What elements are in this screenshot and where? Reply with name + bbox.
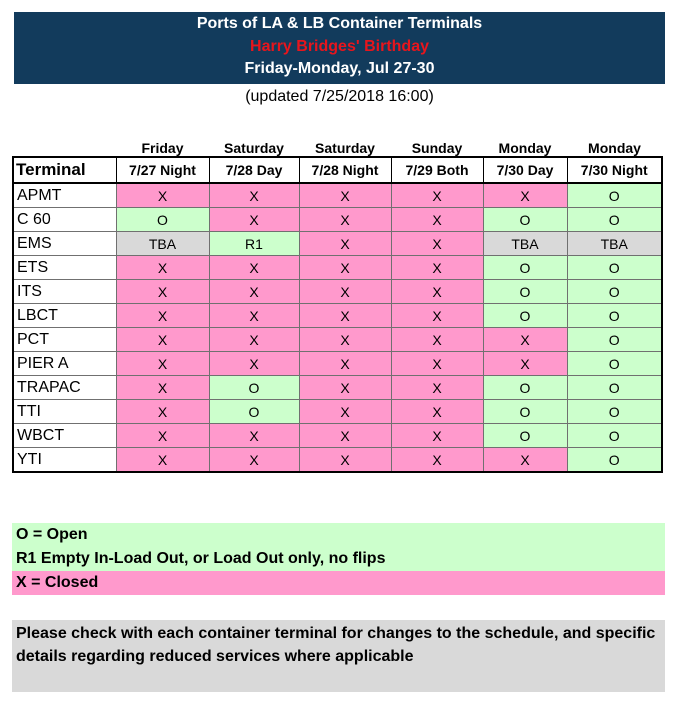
table-row: [13, 208, 662, 232]
table-row: [13, 304, 662, 328]
status-cell: X: [483, 328, 567, 352]
status-cell: X: [116, 183, 209, 208]
terminal-name: TRAPAC: [13, 376, 116, 400]
status-cell: O: [483, 424, 567, 448]
status-cell: X: [391, 376, 483, 400]
status-cell: X: [299, 400, 391, 424]
table-row: [13, 352, 662, 376]
disclaimer-note: Please check with each container terminal for changes to the schedule, and specific details regarding reduced services where applicable: [12, 620, 665, 692]
status-cell: X: [483, 352, 567, 376]
legend-closed-label: X = Closed: [12, 571, 665, 595]
status-cell: O: [567, 328, 662, 352]
shift-header: 7/30 Day: [483, 157, 567, 183]
terminal-name: ETS: [13, 256, 116, 280]
status-cell: O: [483, 376, 567, 400]
status-cell: X: [299, 352, 391, 376]
status-cell: X: [116, 424, 209, 448]
table-row: [13, 328, 662, 352]
status-cell: X: [299, 376, 391, 400]
status-cell: X: [209, 183, 299, 208]
table-row: [13, 232, 662, 256]
status-cell: X: [116, 256, 209, 280]
status-cell: X: [116, 448, 209, 473]
shift-header: 7/30 Night: [567, 157, 662, 183]
terminal-column-header: Terminal: [13, 157, 116, 183]
status-cell: O: [483, 400, 567, 424]
status-cell: O: [567, 352, 662, 376]
day-header: Sunday: [411, 140, 463, 156]
status-cell: X: [299, 304, 391, 328]
status-cell: X: [391, 232, 483, 256]
table-row: [13, 280, 662, 304]
status-cell: O: [567, 280, 662, 304]
day-header-row: [13, 136, 662, 157]
table-row: [13, 256, 662, 280]
legend-r1: [12, 547, 665, 571]
status-cell: X: [116, 352, 209, 376]
table-row: [13, 376, 662, 400]
status-cell: X: [209, 448, 299, 473]
day-header: Saturday: [315, 140, 375, 156]
shift-header: 7/28 Night: [299, 157, 391, 183]
status-cell: O: [209, 376, 299, 400]
status-cell: O: [483, 208, 567, 232]
status-cell: X: [209, 328, 299, 352]
terminal-name: WBCT: [13, 424, 116, 448]
status-cell: O: [567, 256, 662, 280]
status-cell: X: [299, 424, 391, 448]
status-cell: X: [391, 424, 483, 448]
status-cell: X: [299, 183, 391, 208]
shift-header: 7/29 Both: [391, 157, 483, 183]
terminal-name: LBCT: [13, 304, 116, 328]
terminal-name: APMT: [13, 183, 116, 208]
status-cell: X: [391, 304, 483, 328]
terminal-name: PIER A: [13, 352, 116, 376]
status-cell: O: [567, 400, 662, 424]
status-cell: X: [209, 280, 299, 304]
terminal-name: YTI: [13, 448, 116, 473]
table-row: [13, 424, 662, 448]
date-range: Friday-Monday, Jul 27-30: [244, 60, 435, 77]
status-cell: X: [391, 352, 483, 376]
status-cell: O: [567, 183, 662, 208]
status-cell: X: [391, 183, 483, 208]
status-cell: X: [209, 352, 299, 376]
status-cell: X: [391, 256, 483, 280]
status-cell: O: [567, 376, 662, 400]
status-cell: O: [209, 400, 299, 424]
table-row: [13, 400, 662, 424]
shift-header-row: [13, 157, 662, 183]
status-cell: X: [209, 304, 299, 328]
schedule-table: [12, 136, 663, 473]
status-cell: O: [116, 208, 209, 232]
status-cell: O: [483, 304, 567, 328]
day-header: Monday: [588, 140, 641, 156]
status-cell: X: [391, 448, 483, 473]
day-header: Saturday: [224, 140, 284, 156]
terminal-name: C 60: [13, 208, 116, 232]
status-cell: TBA: [116, 232, 209, 256]
day-header-blank: [13, 136, 116, 157]
status-cell: X: [391, 400, 483, 424]
page-title: Ports of LA & LB Container Terminals: [196, 15, 483, 32]
shift-header: 7/27 Night: [116, 157, 209, 183]
day-header: Monday: [498, 140, 552, 156]
table-row: [13, 448, 662, 473]
status-cell: X: [209, 208, 299, 232]
terminal-name: PCT: [13, 328, 116, 352]
header-banner: [14, 12, 665, 84]
status-cell: X: [391, 208, 483, 232]
shift-header: 7/28 Day: [209, 157, 299, 183]
status-cell: X: [299, 448, 391, 473]
status-cell: X: [299, 280, 391, 304]
status-cell: O: [567, 448, 662, 473]
terminal-name: ITS: [13, 280, 116, 304]
status-cell: X: [116, 328, 209, 352]
status-cell: X: [209, 256, 299, 280]
status-cell: X: [391, 280, 483, 304]
status-cell: X: [299, 208, 391, 232]
status-cell: X: [209, 424, 299, 448]
status-cell: X: [116, 400, 209, 424]
legend-closed: [12, 571, 665, 595]
table-row: [13, 183, 662, 208]
status-cell: TBA: [567, 232, 662, 256]
status-cell: X: [391, 328, 483, 352]
status-cell: X: [483, 183, 567, 208]
status-cell: TBA: [483, 232, 567, 256]
day-header: Friday: [141, 140, 184, 156]
status-cell: O: [567, 304, 662, 328]
legend-open: [12, 523, 665, 547]
status-cell: O: [567, 208, 662, 232]
terminal-name: EMS: [13, 232, 116, 256]
status-cell: X: [116, 304, 209, 328]
status-cell: X: [299, 232, 391, 256]
status-cell: X: [299, 328, 391, 352]
holiday-subtitle: Harry Bridges' Birthday: [250, 38, 429, 55]
status-cell: X: [116, 280, 209, 304]
legend-r1-label: R1 Empty In-Load Out, or Load Out only, no flips: [12, 547, 665, 571]
legend-open-label: O = Open: [12, 523, 665, 547]
status-cell: R1: [209, 232, 299, 256]
status-cell: X: [116, 376, 209, 400]
updated-timestamp: (updated 7/25/2018 16:00): [245, 88, 434, 105]
terminal-name: TTI: [13, 400, 116, 424]
status-cell: X: [299, 256, 391, 280]
status-cell: X: [483, 448, 567, 473]
status-cell: O: [567, 424, 662, 448]
status-cell: O: [483, 280, 567, 304]
status-cell: O: [483, 256, 567, 280]
